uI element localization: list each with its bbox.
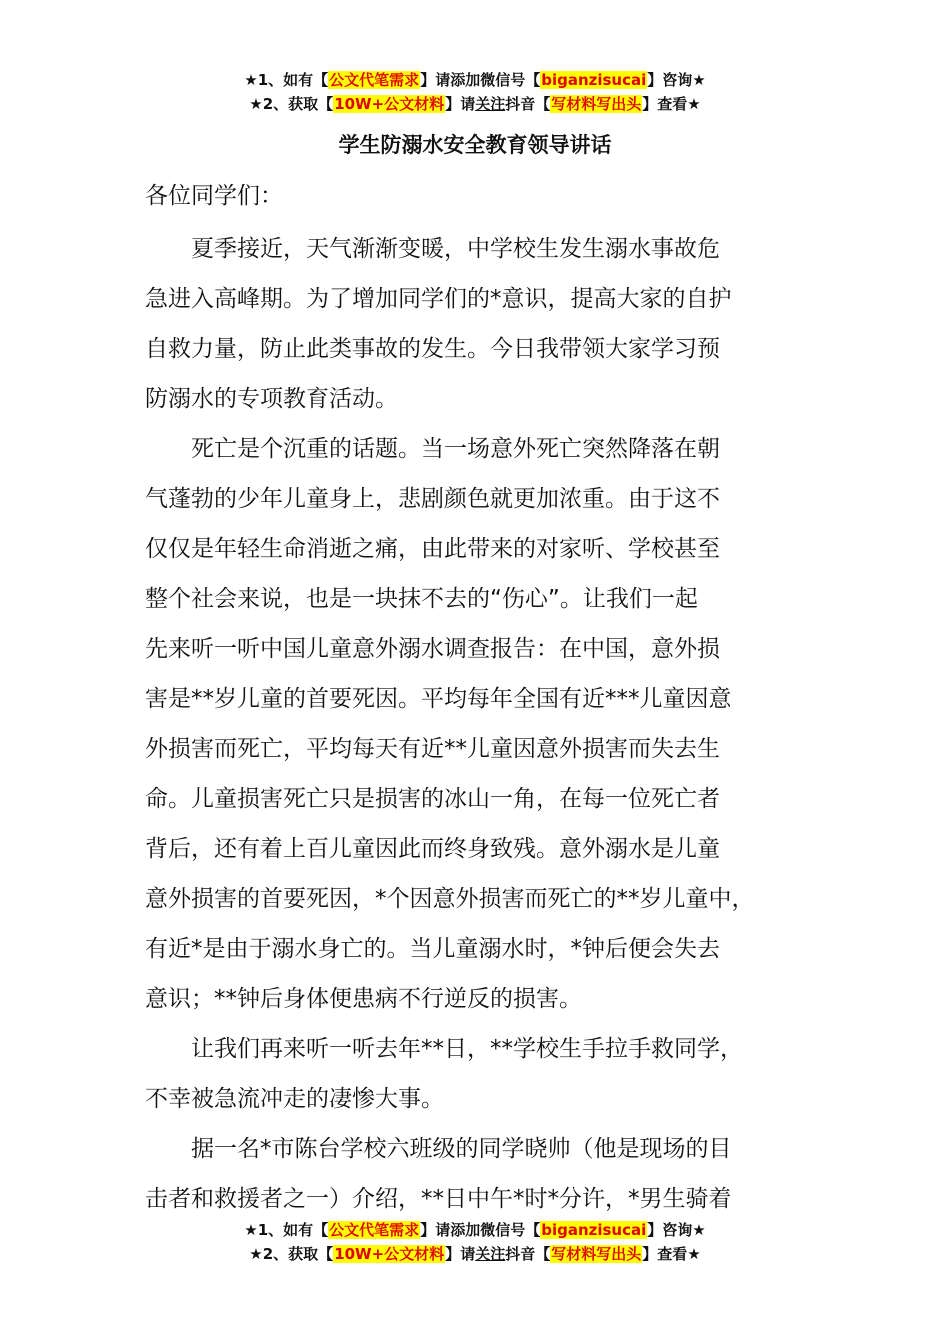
header-banner	[0, 68, 950, 116]
banner-text: ★2、获取【	[249, 1245, 334, 1263]
banner-line-2	[0, 92, 950, 116]
highlight-wechat-id: biganzisucai	[541, 1221, 647, 1239]
document-body	[145, 224, 807, 1224]
paragraph: 夏季接近，天气渐渐变暖，中学校生发生溺水事故危 急进入高峰期。为了增加同学们的*意识，提高大家的自护 自救力量，防止此类事故的发生。今日我带领大家学习预 防溺水的专项教育活动。	[145, 236, 732, 412]
paragraph: 死亡是个沉重的话题。当一场意外死亡突然降落在朝 气蓬勃的少年儿童身上，悲剧颜色就更加浓重。由于这不 仅仅是年轻生命消逝之痛，由此带来的对家听、学校甚至 整个社会来说，也是一块抹不去的“伤心”。让我们一起 先来听一听中国儿童意外溺水调查报告：在中国，意外损 害是**岁儿童的首要死因。平均每年全国有近***儿童因意 外损害而死亡，平均每天有近**儿童因意外损害而失去生 命。儿童损害死亡只是损害的冰山一角，在每一位死亡者 背后，还有着上百儿童因此而终身致残。意外溺水是儿童 意外损害的首要死因，*个因意外损害而死亡的**岁儿童中， 有近*是由于溺水身亡的。当儿童溺水时，*钟后便会失去 意识；**钟后身体便患病不行逆反的损害。	[145, 436, 755, 1012]
banner-line-1	[0, 1218, 950, 1242]
underlined-follow: 关注	[475, 1245, 506, 1263]
banner-text: ★2、获取【	[249, 95, 334, 113]
banner-text: 】请添加微信号【	[420, 1221, 541, 1239]
banner-text: 】咨询★	[647, 71, 706, 89]
banner-text: 】查看★	[642, 1245, 701, 1263]
banner-text: 抖音【	[505, 1245, 551, 1263]
highlight-douyin-account: 写材料写出头	[551, 95, 642, 113]
banner-line-2	[0, 1242, 950, 1266]
banner-text: ★1、如有【	[244, 1221, 329, 1239]
highlight-materials: 10W+公文材料	[334, 95, 445, 113]
banner-text: 】请	[445, 95, 476, 113]
highlight-service: 公文代笔需求	[329, 71, 420, 89]
banner-line-1	[0, 68, 950, 92]
underlined-follow: 关注	[475, 95, 506, 113]
greeting: 各位同学们：	[145, 183, 283, 209]
banner-text: 】请添加微信号【	[420, 71, 541, 89]
highlight-douyin-account: 写材料写出头	[551, 1245, 642, 1263]
banner-text: 抖音【	[505, 95, 551, 113]
banner-text: 】请	[445, 1245, 476, 1263]
highlight-wechat-id: biganzisucai	[541, 71, 647, 89]
banner-text: 】查看★	[642, 95, 701, 113]
paragraph: 据一名*市陈台学校六班级的同学晓帅（他是现场的目 击者和救援者之一）介绍，**日中午*时*分许，*男生骑着	[145, 1136, 732, 1212]
highlight-service: 公文代笔需求	[329, 1221, 420, 1239]
banner-text: 】咨询★	[647, 1221, 706, 1239]
highlight-materials: 10W+公文材料	[334, 1245, 445, 1263]
paragraph: 让我们再来听一听去年**日，**学校生手拉手救同学， 不幸被急流冲走的凄惨大事。	[145, 1036, 743, 1112]
footer-banner	[0, 1218, 950, 1266]
banner-text: ★1、如有【	[244, 71, 329, 89]
document-title: 学生防溺水安全教育领导讲话	[338, 133, 612, 157]
